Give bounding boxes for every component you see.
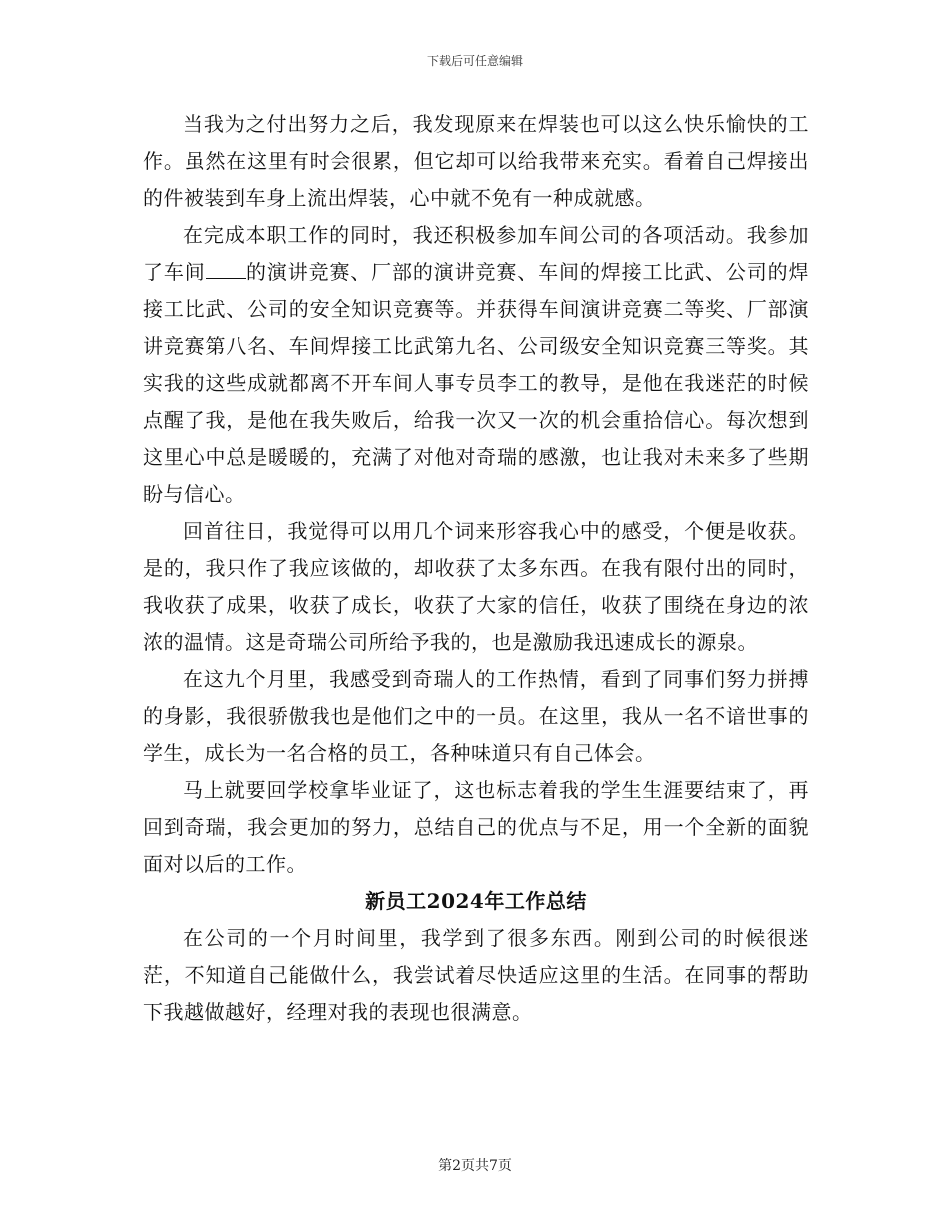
paragraph-activities-part1: 在完成本职工作的同时，我还积极参加车间公司的各项活动。我参加了车间 — [143, 223, 809, 284]
page-number: 第2页共7页 — [438, 1158, 512, 1174]
paragraph-first-month: 在公司的一个月时间里，我学到了很多东西。刚到公司的时候很迷茫，不知道自己能做什么，我尝试着尽快适应这里的生活。在同事的帮助下我越做越好，经理对我的表现也很满意。 — [143, 926, 809, 1024]
paragraph-activities-part2: 的演讲竞赛、厂部的演讲竞赛、车间的焊接工比武、公司的焊接工比武、公司的安全知识竞赛等。并获得车间演讲竞赛二等奖、厂部演讲竞赛第八名、车间焊接工比武第九名、公司级安全知识竞赛三等奖。其实我的这些成就都离不开车间人事专员李工的教导，是他在我迷茫的时候点醒了我，是他在我失败后，给我一次又一次的机会重拾信心。每次想到这里心中总是暖暖的，充满了对他对奇瑞的感激，也让我对未来多了些期盼与信心。 — [143, 260, 810, 506]
document-body — [143, 106, 809, 1031]
paragraph-activities — [143, 217, 809, 513]
paragraph-looking-back: 回首往日，我觉得可以用几个词来形容我心中的感受，个便是收获。是的，我只作了我应该做的，却收获了太多东西。在我有限付出的同时，我收获了成果，收获了成长，收获了大家的信任，收获了围绕在身边的浓浓的温情。这是奇瑞公司所给予我的，也是激励我迅速成长的源泉。 — [143, 519, 809, 654]
paragraph-graduation: 马上就要回学校拿毕业证了，这也标志着我的学生生涯要结束了，再回到奇瑞，我会更加的努力，总结自己的优点与不足，用一个全新的面貌面对以后的工作。 — [143, 778, 809, 876]
section-title: 新员工2024年工作总结 — [365, 889, 587, 913]
paragraph-welding-joy: 当我为之付出努力之后，我发现原来在焊装也可以这么快乐愉快的工作。虽然在这里有时会很累，但它却可以给我带来充实。看着自己焊接出的件被装到车身上流出焊装，心中就不免有一种成就感。 — [143, 112, 809, 210]
paragraph-nine-months: 在这九个月里，我感受到奇瑞人的工作热情，看到了同事们努力拼搏的身影，我很骄傲我也是他们之中的一员。在这里，我从一名不谙世事的学生，成长为一名合格的员工，各种味道只有自己体会。 — [143, 667, 809, 765]
blank-underline — [206, 260, 246, 279]
page-header: 下载后可任意编辑 — [426, 54, 523, 68]
